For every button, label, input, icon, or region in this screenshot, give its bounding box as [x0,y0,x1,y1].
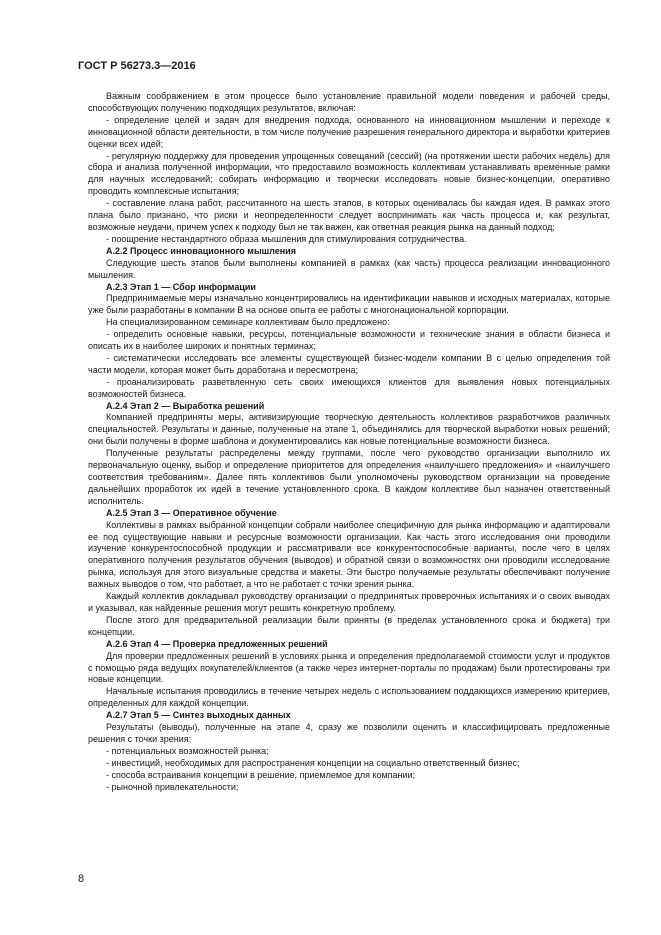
body-paragraph: После этого для предварительной реализации были приняты (в пределах установленного срока и бюджета) три концепции. [88,614,610,637]
body-paragraph: Результаты (выводы), полученные на этапе 4, сразу же позволили оценить и классифицировать предложенные решения с точки зрения: [88,722,610,744]
section-heading: А.2.3 Этап 1 — Сбор информации [106,281,256,292]
body-paragraph: - проанализировать разветвленную сеть своих имеющихся клиентов для выявления новых потенциальных возможностей бизнеса. [88,376,610,399]
body-paragraph: Начальные испытания проводились в течение четырех недель с использованием поддающихся измерению критериев, определенных для каждой концепции. [88,686,610,709]
section-heading: А.2.6 Этап 4 — Проверка предложенных решений [106,638,328,649]
section-heading: А.2.2 Процесс инновационного мышления [106,245,296,256]
body-paragraph: Полученные результаты распределены между группами, после чего руководство организации выполнило их первоначальную оценку, выбор и определение приоритетов для определения «наилучшего предложения» и «наилучшего соответствия требованиям». Далее пять коллективов были уполномочены руководством организации на проведение дальнейших проработок их идей в течение установленного срока. В каждом коллективе был назначен ответственный исполнитель. [88,448,610,506]
body-paragraph: - регулярную поддержку для проведения упрощенных совещаний (сессий) (на протяжении шести рабочих недель) для сбора и анализа полученной информации, что предоставило возможность коллективам устанавливать временные рамки для научных исследований; собирать информацию и творчески исследовать новые бизнес-концепции, оперативно проводить комплексные испытания; [88,150,610,197]
document-body [88,91,610,793]
body-paragraph: - поощрение нестандартного образа мышления для стимулирования сотрудничества. [106,233,467,244]
body-paragraph: Следующие шесть этапов были выполнены компанией в рамках (как часть) процесса реализации инновационного мышления. [88,257,610,280]
body-paragraph: - составление плана работ, рассчитанного на шесть этапов, в которых оценивалась бы каждая идея. В рамках этого плана было признано, что риски и неопределенности следует воспринимать как часть процесса и, как результат, возможные неудачи, причем успех к подходу был не так важен, как ответная реакция рынка на данный подход; [88,198,610,232]
body-paragraph: - определение целей и задач для внедрения подхода, основанного на инновационном мышлении и переходе к инновационной области деятельности, в том числе получение разрешения генерального директора и выработки критериев оценки всех идей; [88,114,610,149]
body-paragraph: Для проверки предложенных решений в условиях рынка и определения предполагаемой стоимости услуг и продуктов с помощью ряда ведущих покупателей/клиентов (а также через интернет-порталы по продажам) были протестированы три новые концепции. [88,650,610,685]
section-heading: А.2.7 Этап 5 — Синтез выходных данных [106,710,291,721]
body-paragraph: - определить основные навыки, ресурсы, потенциальные возможности и технические знания в области бизнеса и описать их в наиболее широких и понятных терминах; [88,329,610,352]
body-paragraph: - потенциальных возможностей рынка; [106,745,269,756]
section-heading: А.2.4 Этап 2 — Выработка решений [106,400,265,411]
body-paragraph: - инвестиций, необходимых для распространения концепции на социально ответственный бизнес; [106,757,520,768]
body-paragraph: На специализированном семинаре коллективам было предложено: [106,317,390,328]
page-number: 8 [78,873,85,885]
document-header: ГОСТ Р 56273.3—2016 [78,60,196,72]
body-paragraph: - систематически исследовать все элементы существующей бизнес-модели компании В с целью определения той части модели, которая может быть доработана и пересмотрена; [88,352,610,375]
body-paragraph: Важным соображением в этом процессе было установление правильной модели поведения и рабочей среды, способствующих получению подходящих результатов, включая: [88,91,610,113]
body-paragraph: Предпринимаемые меры изначально концентрировались на идентификации навыков и исходных материалах, которые уже были разработаны в компании В на основе опыта ее работы с многонациональной корпорации. [88,293,610,316]
body-paragraph: Каждый коллектив докладывал руководству организации о предпринятых проверочных испытаниях и о своих выводах и указывал, как найденные решения могут решить конкретную проблему. [88,591,610,613]
body-paragraph: - рыночной привлекательности; [106,781,239,792]
section-heading: А.2.5 Этап 3 — Оперативное обучение [106,507,277,518]
body-paragraph: Компанией предприняты меры, активизирующие творческую деятельность коллективов разработчиков различных специальностей. Результаты и данные, полученные на этапе 1, объединялись для творческой выработки новых решений; они были получены в форме шаблона и документировались как новые потенциальные возможности бизнеса. [88,412,610,447]
body-paragraph: - способа встраивания концепции в решение, приемлемое для компании; [106,769,416,780]
body-paragraph: Коллективы в рамках выбранной концепции собрали наиболее специфичную для рынка информацию и адаптировали ее под существующие навыки и ресурсные возможности организации. Как часть этого исследования они проводили изучение конкурентоспособной продукции и рассматривали все конкурентоспособные варианты, после чего в целях оперативного получения результатов обучения (выводов) и обратной связи о возможностях они проводили исследование рынка, используя для этого визуальные средства и макеты. Эти быстро получаемые результаты обеспечивают получение важных выводов о том, что работает, а что не работает с точки зрения рынка. [88,519,610,590]
